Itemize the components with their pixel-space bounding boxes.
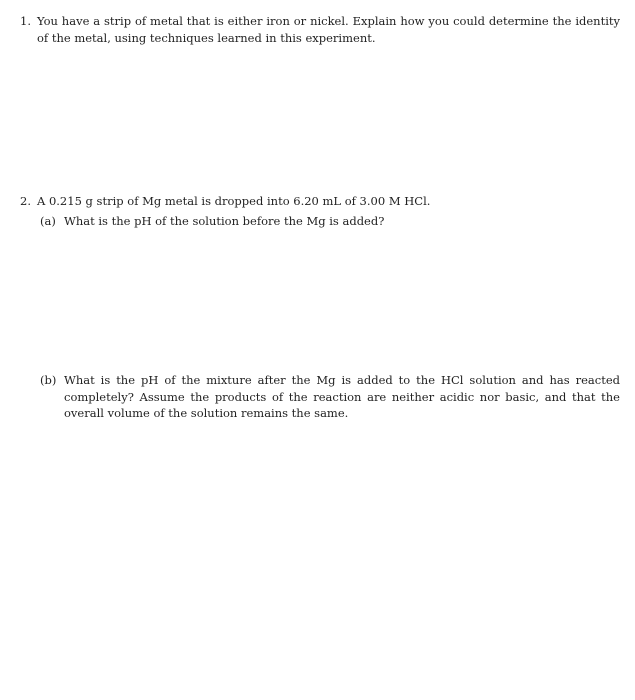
question-2a (20, 213, 620, 230)
question-number: 2. (20, 194, 31, 208)
question-text: You have a strip of metal that is either iron or nickel. Explain how you could determine the identity of the metal, using techniques learned in this experiment. (37, 14, 620, 45)
part-label: (a) (40, 214, 56, 228)
part-text: What is the pH of the mixture after the Mg is added to the HCl solution and has reacted completely? Assume the products of the reaction are neither acidic nor basic, and that the overall volume of the solution remains the same. (64, 373, 620, 420)
part-text: What is the pH of the solution before the Mg is added? (64, 214, 385, 228)
question-number: 1. (20, 14, 31, 28)
question-2 (20, 193, 620, 210)
question-2b (20, 372, 620, 422)
question-1 (20, 13, 620, 46)
part-label: (b) (40, 373, 57, 387)
question-text: A 0.215 g strip of Mg metal is dropped into 6.20 mL of 3.00 M HCl. (37, 194, 431, 208)
